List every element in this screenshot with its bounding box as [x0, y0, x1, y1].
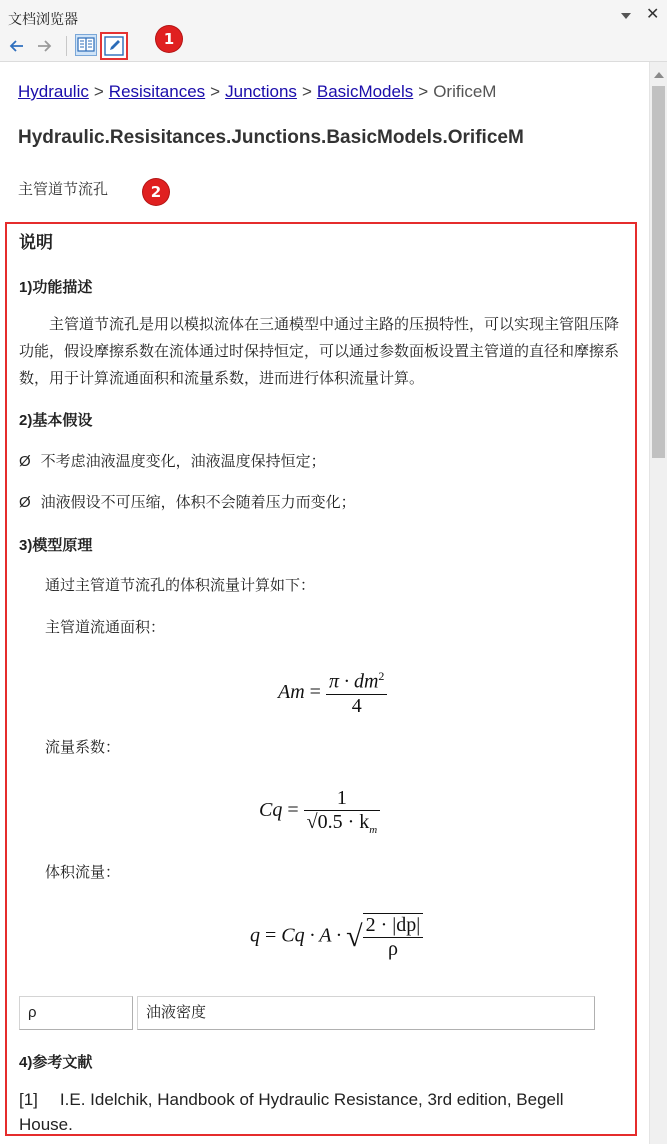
breadcrumb-link-hydraulic[interactable]: Hydraulic: [18, 82, 89, 101]
breadcrumb-separator: >: [210, 82, 221, 101]
formula-q-lhs: q: [250, 924, 260, 947]
function-description: 主管道节流孔是用以模拟流体在三通模型中通过主路的压损特性，可以实现主管阻压降功能，假设摩擦系数在流体通过时保持恒定，可以通过参数面板设置主管道的直径和摩擦系数，用于计算流通面积和流量系数，进而进行体积流量计算。: [19, 316, 620, 387]
formula-area-eq: Am = $\frac{\pi \cdot dm^2}{4}$: [278, 669, 387, 718]
formula-cq-numerator: 1: [304, 787, 381, 811]
page-title: Hydraulic.Resisitances.Junctions.BasicModels.OrificeM: [18, 127, 524, 148]
volume-flow-label: 体积流量：: [45, 864, 121, 881]
view-document-button[interactable]: [75, 34, 97, 56]
breadcrumb-separator: >: [418, 82, 429, 101]
breadcrumb-current: OrificeM: [433, 82, 497, 101]
breadcrumb-separator: >: [301, 82, 312, 101]
breadcrumb-link-resisitances[interactable]: Resisitances: [108, 82, 206, 101]
forward-arrow-icon[interactable]: [35, 37, 53, 55]
formula-q-eq: q = Cq · A · √ $\frac{2 \cdot |dp|}{\rho}$: [250, 913, 423, 961]
section-principle-title: 3)模型原理: [19, 537, 93, 554]
breadcrumb-separator: >: [93, 82, 104, 101]
formula-area-exponent: 2: [378, 669, 385, 683]
assumption-item: [19, 491, 356, 512]
edit-document-button[interactable]: [100, 32, 128, 60]
formula-volume-flow: [234, 899, 438, 971]
formula-flow-coefficient: [241, 773, 389, 835]
param-symbol-cell: ρ: [19, 996, 133, 1030]
annotation-badge-1: 1: [156, 26, 182, 52]
formula-q-middle: Cq · A ·: [281, 924, 342, 947]
breadcrumb-link-basicmodels[interactable]: BasicModels: [316, 82, 414, 101]
vertical-scrollbar[interactable]: [649, 62, 667, 1144]
reference-number: [1]: [19, 1090, 38, 1109]
scroll-thumb[interactable]: [652, 86, 665, 458]
dropdown-icon[interactable]: [621, 13, 631, 19]
breadcrumb-link-junctions[interactable]: Junctions: [225, 82, 297, 101]
annotation-badge-2: 2: [143, 179, 169, 205]
param-description-cell: 油液密度: [137, 996, 595, 1030]
parameter-table: [19, 996, 595, 1030]
formula-cq-lhs: Cq: [259, 799, 283, 822]
reference-text: I.E. Idelchik, Handbook of Hydraulic Resistance, 3rd edition, Begell House.: [19, 1090, 564, 1134]
formula-area-fraction: [326, 669, 387, 718]
assumption-item: [19, 450, 326, 471]
reference-item: [19, 1087, 619, 1137]
scroll-up-icon[interactable]: [654, 72, 664, 78]
formula-cq-eq: Cq = $\frac{1}{√0.5 \cdot k_m}$: [259, 787, 380, 836]
pencil-edit-icon: [102, 34, 126, 58]
formula-cq-fraction: [304, 787, 381, 836]
breadcrumb: [18, 82, 496, 102]
assumption-text: 不考虑油液温度变化，油液温度保持恒定；: [40, 453, 326, 470]
principle-intro: 通过主管道节流孔的体积流量计算如下：: [45, 577, 316, 594]
toolbar: [0, 30, 667, 62]
formula-cq-subscript: m: [369, 824, 378, 836]
section-assumptions-title: 2)基本假设: [19, 412, 93, 429]
description-heading: 说明: [19, 233, 53, 252]
assumption-text: 油液假设不可压缩，体积不会随着压力而变化；: [40, 494, 356, 511]
formula-cq-denominator: $√0.5 \cdot k_m$: [306, 811, 378, 836]
bullet-symbol: Ø: [19, 453, 31, 470]
window-title: 文档浏览器: [8, 11, 78, 27]
formula-cq-radicand: 0.5 · k: [317, 811, 370, 833]
description-section: [5, 222, 637, 1136]
section-references-title: 4)参考文献: [19, 1054, 93, 1071]
formula-q-fraction: [363, 913, 424, 961]
flow-coefficient-label: 流量系数：: [45, 739, 121, 756]
bullet-symbol: Ø: [19, 494, 31, 511]
formula-area: [256, 653, 414, 717]
formula-area-denominator: 4: [351, 694, 362, 717]
formula-q-numerator: 2 · |dp|: [363, 914, 424, 938]
document-content: [0, 62, 649, 1144]
formula-area-lhs: Am: [278, 680, 305, 703]
area-label: 主管道流通面积：: [45, 619, 166, 636]
document-view-icon: [76, 35, 96, 55]
formula-q-denominator: ρ: [387, 938, 398, 960]
title-bar: [0, 0, 667, 30]
formula-area-numerator: π · dm: [328, 670, 379, 693]
back-arrow-icon[interactable]: [8, 37, 26, 55]
page-subtitle: 主管道节流孔: [18, 181, 109, 198]
section-function-title: 1)功能描述: [19, 279, 93, 296]
toolbar-separator: [66, 36, 67, 56]
close-icon[interactable]: ✕: [646, 6, 660, 23]
